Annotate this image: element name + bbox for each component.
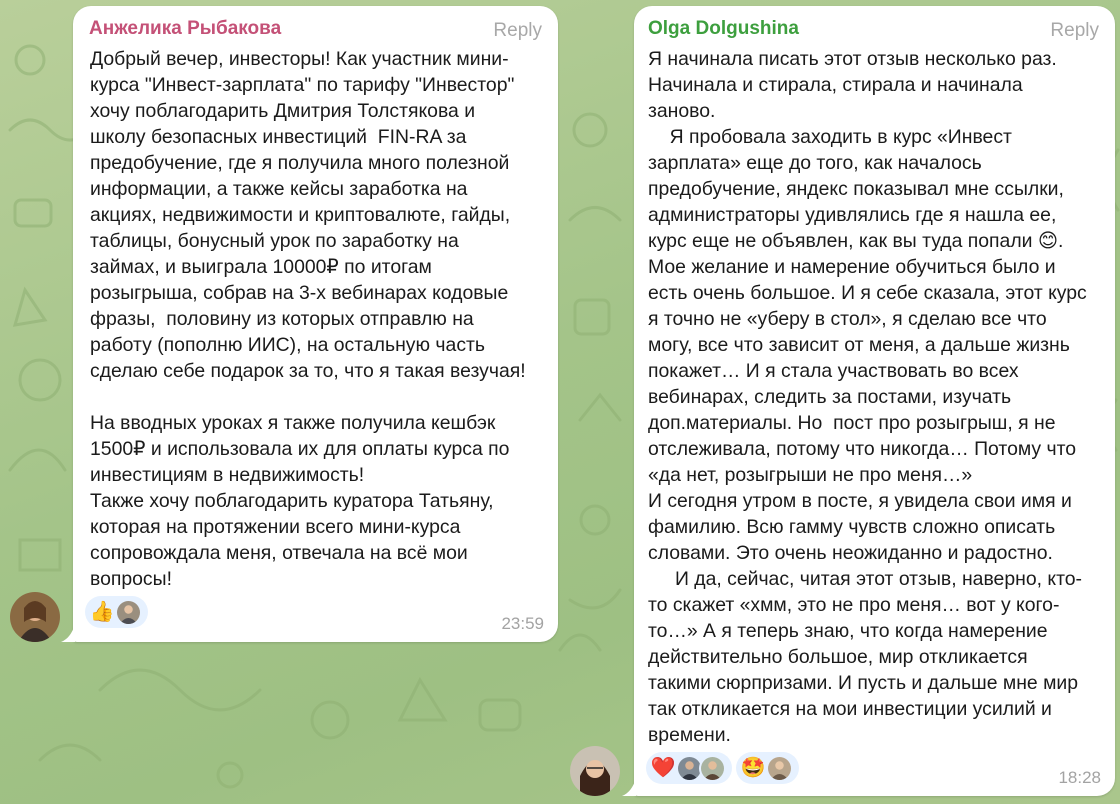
bubble-tail (622, 778, 636, 796)
heart-icon: ❤️ (650, 757, 676, 779)
reaction-chip[interactable] (646, 752, 732, 784)
thumbs-up-icon: 👍 (89, 601, 115, 623)
message-text: Я начинала писать этот отзыв несколько раз. Начинала и стирала, стирала и начинала заново. Я пробовала заходить в курс «Инвест зарплата» еще до того, как началось предобучение, яндекс показывал мне ссылки, администраторы удивлялись где я нашла ее, курс еще не объявлен, как вы туда попали 😊. Мое желание и намерение обучиться было и есть очень большое. И я себе сказала, этот курс я точно не «уберу в стол», я сделаю все что могу, все что зависит от меня, а дальше жизнь покажет… И я стала участвовать во всех вебинарах, следить за постами, изучать доп.материалы. Но пост про розыгрыш, я не отслеживала, потому что никогда… Потому что «да нет, розыгрыши не про меня…» И сегодня утром в посте, я увидела свои имя и фамилию. Всю гамму чувств сложно описать словами. Это очень неожиданно и радостно. И да, сейчас, читая этот отзыв, наверно, кто- то скажет «хмм, это не про меня… вот у кого- то…» А я теперь знаю, что когда намерение действительно большое, мир откликается такими сюрпризами. И пусть и дальше мне мир так откликается на мои инвестиции усилий и времени. (648, 48, 1087, 746)
reaction-chip[interactable] (736, 752, 799, 784)
star-struck-icon: 🤩 (740, 757, 766, 779)
sender-name[interactable]: Olga Dolgushina (648, 18, 799, 39)
bubble-tail (61, 624, 75, 642)
message-text: Добрый вечер, инвесторы! Как участник мини- курса "Инвест-зарплата" по тарифу "Инвестор" хочу поблагодарить Дмитрия Толстякова и школу безопасных инвестиций FIN-RA за предобучение, где я получила много полезной информации, а также кейсы заработка на акциях, недвижимости и криптовалюте, гайды, таблицы, бонусный урок по заработку на займах, и выиграла 10000₽ по итогам розыгрыша, собрав на 3-х вебинарах кодовые фразы, половину из которых отправлю на работу (пополню ИИС), на остальную часть сделаю себе подарок за то, что я такая везучая! На вводных уроках я также получила кешбэк 1500₽ и использовала их для оплаты курса по инвестициям в недвижимость! Также хочу поблагодарить куратора Татьяну, которая на протяжении всего мини-курса сопровождала меня, отвечала на всё мои вопросы! (90, 48, 526, 590)
message-time: 18:28 (1058, 768, 1101, 787)
reply-button[interactable]: Reply (493, 20, 542, 41)
avatar[interactable] (10, 592, 60, 642)
message-time: 23:59 (501, 614, 544, 633)
sender-name[interactable]: Анжелика Рыбакова (89, 18, 282, 39)
reaction-chip[interactable] (85, 596, 148, 628)
reaction-avatar (766, 755, 793, 782)
message-bubble[interactable] (73, 6, 558, 642)
message-bubble[interactable] (634, 6, 1115, 796)
reaction-avatar (115, 599, 142, 626)
avatar[interactable] (570, 746, 620, 796)
reaction-avatar (699, 755, 726, 782)
reply-button[interactable]: Reply (1050, 20, 1099, 41)
